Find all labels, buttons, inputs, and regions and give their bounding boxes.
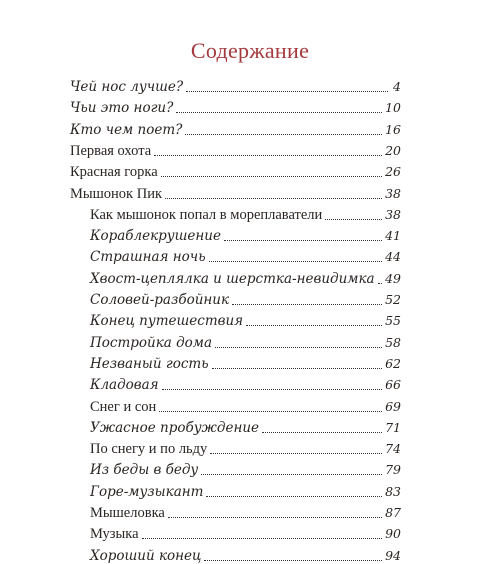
toc-entry-page-number: 79 [385,462,401,478]
toc-entry-page-number: 38 [385,206,401,222]
toc-entry-title: Ужасное пробуждение [90,419,260,436]
toc-entry-page-number: 41 [385,228,401,244]
toc-entry-title: Чьи это ноги? [70,100,174,117]
toc-entry [90,482,401,500]
toc-entry [90,503,401,521]
toc-entry [90,354,401,372]
toc-entry-page-number: 55 [385,313,401,329]
toc-entry-page-number: 71 [385,419,401,435]
dot-leader [168,517,382,518]
toc-entry-title: Страшная ночь [90,249,206,266]
toc-entry-page-number: 26 [385,164,401,180]
toc-entry-title: Конец путешествия [90,313,244,330]
dot-leader [176,112,382,113]
toc-entry-title: Чей нос лучше? [70,79,184,95]
toc-entry-title: Кладовая [90,377,159,394]
toc-entry-title: Хороший конец [90,547,202,564]
toc-entry-page-number: 38 [385,185,401,201]
toc-entry-page-number: 74 [385,441,401,457]
toc-entry-page-number: 49 [385,270,401,286]
dot-leader [224,240,382,241]
toc-entry [70,77,401,95]
dot-leader [201,474,382,475]
dot-leader [215,347,382,348]
dot-leader [165,198,382,199]
toc-entry [90,397,401,415]
toc-entry-title: Музыка [90,526,139,543]
toc-entry-title: Соловей-разбойник [90,292,230,308]
dot-leader [262,432,382,433]
dot-leader [185,134,382,135]
toc-entry [70,184,401,202]
dot-leader [204,560,382,561]
toc-entry-title: По снегу и по льду [90,441,208,458]
toc-entry-page-number: 62 [385,355,401,371]
toc-entry-page-number: 44 [385,249,401,265]
toc-entry [70,141,401,159]
toc-entry-title: Незваный гость [90,355,209,372]
toc-entry-page-number: 58 [385,334,401,350]
toc-entry-page-number: 83 [385,483,401,499]
toc-entry-page-number: 10 [385,100,401,116]
toc-entry-page-number: 16 [385,121,401,137]
toc-entry-title: Красная горка [70,164,158,181]
toc-entry [90,460,401,478]
toc-entry-title: Кто чем поет? [70,121,183,138]
toc-entry [90,205,401,223]
toc-entry-page-number: 94 [385,547,401,563]
dot-leader [232,304,382,305]
toc-entry-title: Мышеловка [90,505,165,521]
toc-entry-page-number: 4 [393,79,401,94]
dot-leader [246,325,382,326]
dot-leader [162,389,382,390]
dot-leader [212,368,383,369]
toc-entry-title: Снег и сон [90,398,157,415]
toc-entry [90,439,401,457]
toc-entry [70,162,401,180]
toc-entry [90,333,401,351]
toc-entry-page-number: 69 [385,398,401,414]
dot-leader [159,411,382,412]
toc-entry-title: Кораблекрушение [90,228,221,245]
toc-entry [90,524,401,542]
toc-entry-page-number: 66 [385,377,401,393]
toc-entry-title: Горе-музыкант [90,483,204,500]
toc-entry [90,290,401,308]
toc-entry [90,247,401,265]
toc-entry [90,311,401,329]
toc-entry [90,269,401,287]
toc-entry [70,120,401,138]
toc-entry-title: Как мышонок попал в мореплаватели [90,206,323,223]
dot-leader [210,453,382,454]
toc-entry-page-number: 87 [385,505,401,520]
dot-leader [154,155,382,156]
dot-leader [161,176,382,177]
dot-leader [325,219,382,220]
toc-entry-page-number: 90 [385,526,401,542]
toc-entry [90,546,401,564]
dot-leader [206,496,382,497]
dot-leader [142,538,383,539]
toc-entry-page-number: 52 [385,292,401,307]
toc-entry [70,98,401,116]
toc-entry [90,418,401,436]
dot-leader [186,91,388,92]
toc-entry [90,226,401,244]
toc-entry-title: Первая охота [70,142,152,159]
toc-entry-title: Мышонок Пик [70,185,163,202]
toc-entry-title: Из беды в беду [90,462,199,479]
toc-entry-page-number: 20 [385,142,401,158]
dot-leader [378,283,383,284]
page-title: Содержание [190,38,310,63]
dot-leader [209,261,383,262]
toc-entry [90,375,401,393]
toc-entry-title: Хвост-цеплялка и шерстка-невидимка [90,270,375,287]
toc-entry-title: Постройка дома [90,334,213,351]
